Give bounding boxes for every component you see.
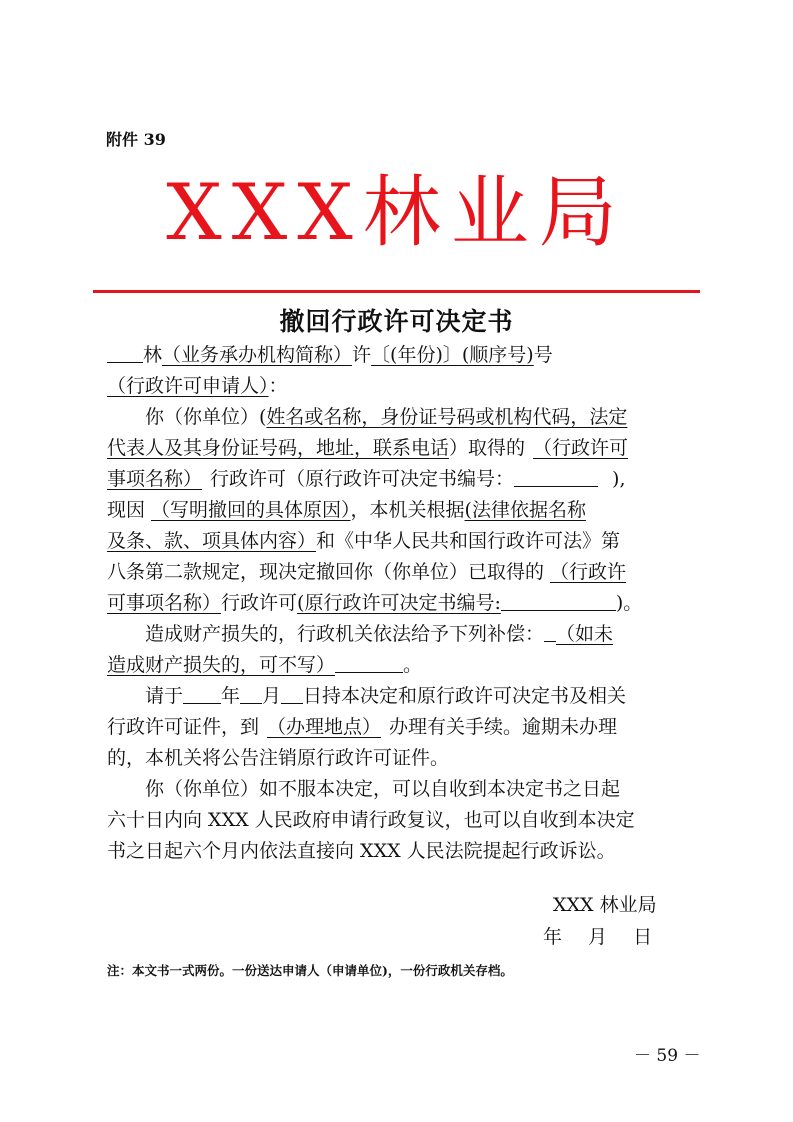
reference-number-line bbox=[107, 340, 553, 370]
ref-placeholder-unit: （业务承办机构简称） bbox=[162, 344, 353, 366]
p1-text: ), bbox=[612, 468, 626, 490]
ref-placeholder-number: 〔(年份)〕(顺序号) bbox=[371, 344, 534, 366]
compensation-placeholder: （如未 bbox=[556, 623, 614, 645]
blank-prefix bbox=[107, 342, 143, 363]
permit-item-placeholder: （行政许可 bbox=[533, 437, 629, 459]
p2-text: 。 bbox=[403, 654, 423, 676]
p1-text: )。 bbox=[615, 592, 643, 614]
p2-line2 bbox=[107, 650, 422, 680]
p1-text: ，本机关根据 bbox=[350, 499, 465, 521]
month-blank bbox=[240, 683, 262, 704]
day-blank bbox=[281, 683, 303, 704]
p2-line1 bbox=[145, 619, 613, 649]
ref-text: 号 bbox=[533, 344, 553, 366]
location-placeholder: （办理地点） bbox=[267, 716, 382, 738]
p3-text: 月 bbox=[262, 685, 282, 707]
p4-line1: 你（你单位）如不服本决定，可以自收到本决定书之日起 bbox=[145, 778, 621, 800]
original-number-placeholder: (原行政许可决定书编号: bbox=[297, 592, 501, 614]
p1-line2 bbox=[107, 433, 628, 463]
document-body bbox=[107, 340, 691, 860]
p3-text: 日持本决定和原行政许可决定书及相关 bbox=[303, 685, 627, 707]
ref-text: 林 bbox=[143, 344, 163, 366]
p1-line7 bbox=[107, 588, 642, 618]
legal-basis-placeholder: (法律依据名称 bbox=[464, 499, 586, 521]
addressee-line bbox=[107, 371, 288, 401]
p3-text: 行政许可证件，到 bbox=[107, 716, 260, 738]
addressee-placeholder: （行政许可申请人） bbox=[107, 375, 269, 397]
compensation-blank bbox=[544, 621, 556, 642]
p3-line2 bbox=[107, 712, 617, 742]
year-blank bbox=[183, 683, 221, 704]
p1-text: 现因 bbox=[107, 499, 146, 521]
party-info-placeholder: 姓名或名称，身份证号码或机构代码，法定 bbox=[266, 406, 628, 428]
p1-line4 bbox=[107, 495, 586, 525]
signature-org: XXX 林业局 bbox=[553, 894, 657, 916]
reason-placeholder: （写明撤回的具体原因） bbox=[151, 499, 351, 521]
p1-line1 bbox=[145, 402, 627, 432]
compensation-placeholder: 造成财产损失的，可不写） bbox=[107, 654, 336, 676]
p1-text: 八条第二款规定，现决定撤回你（你单位）已取得的 bbox=[107, 561, 545, 583]
legal-basis-placeholder: 及条、款、项具体内容） bbox=[107, 530, 317, 552]
p3-text: 年 bbox=[221, 685, 241, 707]
p4-line3: 书之日起六个月内依法直接向 XXX 人民法院提起行政诉讼。 bbox=[107, 840, 616, 862]
attachment-label: 附件 39 bbox=[106, 130, 166, 149]
p1-text: 行政许可（原行政许可决定书编号： bbox=[210, 468, 515, 490]
permit-item-placeholder: （行政许 bbox=[550, 561, 627, 583]
p3-text: 办理有关手续。逾期未办理 bbox=[389, 716, 618, 738]
ref-text: 许 bbox=[352, 344, 372, 366]
compensation-blank bbox=[335, 652, 403, 673]
p3-text: 请于 bbox=[145, 685, 184, 707]
signature-date: 年 月 日 bbox=[543, 926, 653, 948]
page-number: － 59 － bbox=[634, 1046, 701, 1066]
p1-text: 和《中华人民共和国行政许可法》第 bbox=[316, 530, 621, 552]
original-number-blank bbox=[514, 466, 598, 487]
p1-text: 你（你单位）( bbox=[145, 406, 267, 428]
p2-text: 造成财产损失的，行政机关依法给予下列补偿： bbox=[145, 623, 545, 645]
permit-item-placeholder: 可事项名称） bbox=[107, 592, 222, 614]
original-number-blank bbox=[501, 590, 616, 611]
footnote: 注：本文书一式两份。一份送达申请人（申请单位)，一份行政机关存档。 bbox=[107, 963, 513, 978]
party-info-placeholder: 代表人及其身份证号码，地址，联系电话 bbox=[107, 437, 450, 459]
p4-line2: 六十日内向 XXX 人民政府申请行政复议，也可以自收到本决定 bbox=[107, 809, 635, 831]
agency-header: XXX林业局 bbox=[166, 168, 627, 258]
p3-line3: 的，本机关将公告注销原行政许可证件。 bbox=[107, 747, 450, 769]
p1-line5 bbox=[107, 526, 620, 556]
addressee-colon: ： bbox=[268, 375, 288, 397]
permit-item-placeholder: 事项名称） bbox=[107, 468, 203, 490]
red-divider bbox=[93, 290, 700, 293]
p3-line1 bbox=[145, 681, 626, 711]
p1-line6 bbox=[107, 557, 626, 587]
p1-line3 bbox=[107, 464, 625, 494]
document-title: 撤回行政许可决定书 bbox=[279, 307, 514, 336]
p1-text: 行政许可 bbox=[221, 592, 298, 614]
p1-text: ）取得的 bbox=[449, 437, 526, 459]
